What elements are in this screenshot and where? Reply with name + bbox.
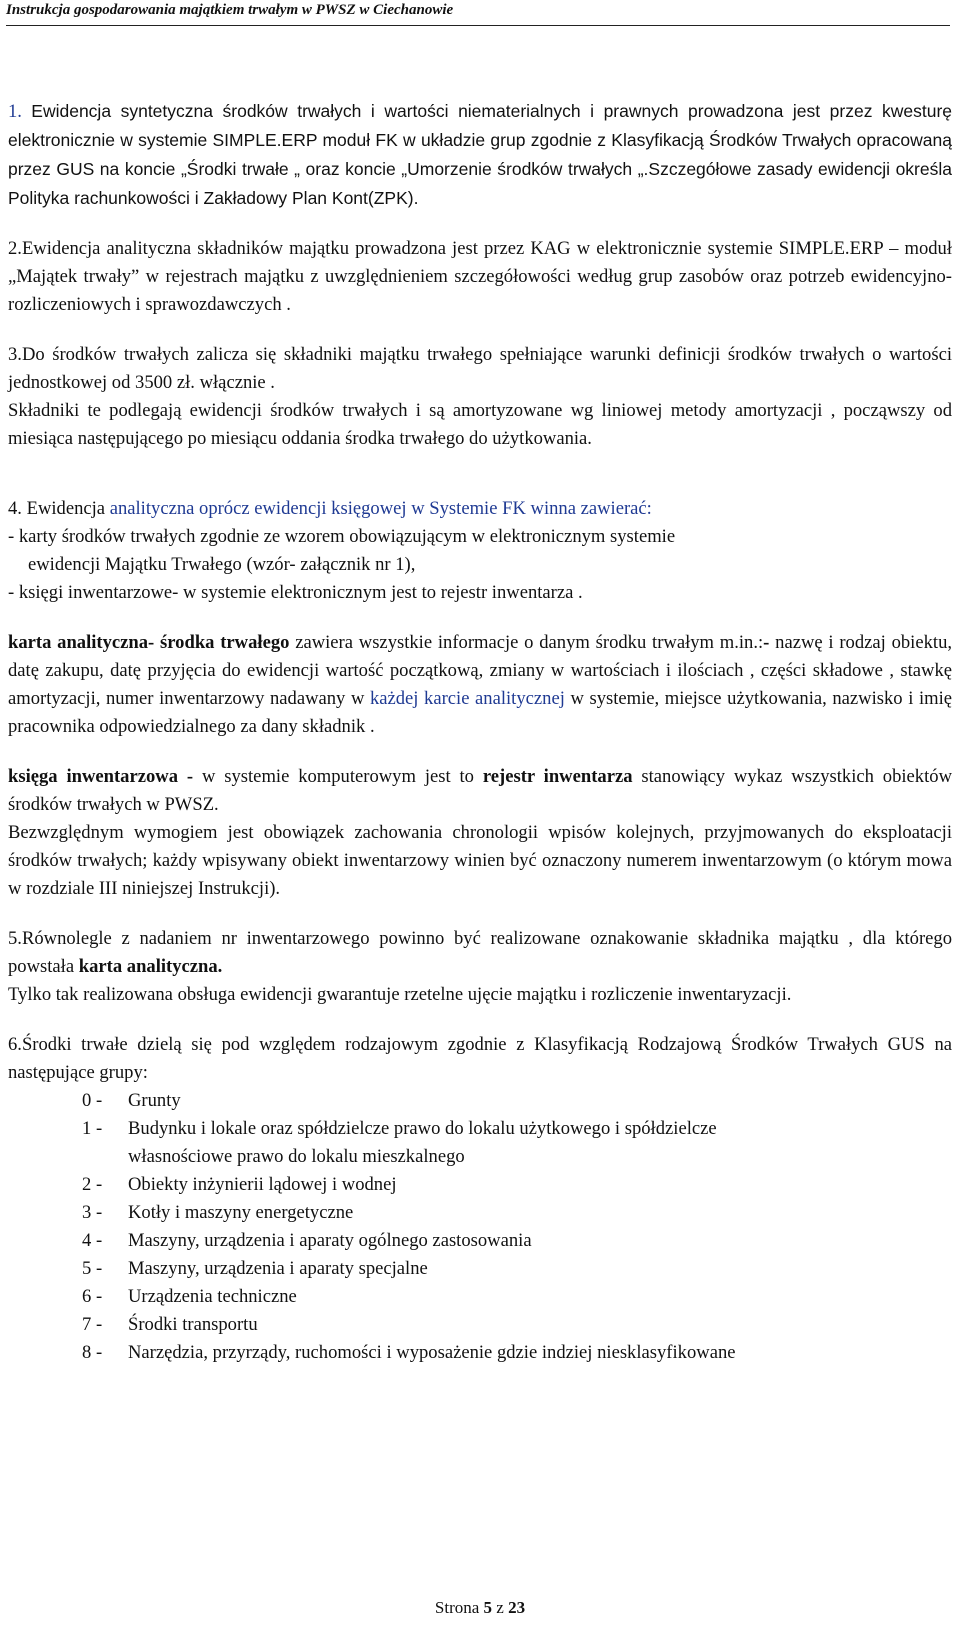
ksiega-term: księga inwentarzowa - — [8, 766, 194, 787]
asset-group-item — [8, 1227, 952, 1255]
page-footer — [0, 1598, 960, 1618]
ksiega-text-b: stanowiący wykaz wszystkich obiektów środków trwałych w PWSZ. — [8, 766, 952, 815]
section-4-lead-start: 4. Ewidencja — [8, 498, 110, 519]
asset-group-label: Środki transportu — [128, 1314, 258, 1335]
asset-group-label: Budynku i lokale oraz spółdzielcze prawo do lokalu użytkowego i spółdzielcze — [128, 1118, 717, 1139]
asset-group-item — [8, 1339, 952, 1367]
section-4-item-1: - karty środków trwałych zgodnie ze wzorem obowiązującym w elektronicznym systemie — [8, 526, 676, 547]
section-5 — [8, 925, 952, 981]
section-4-lead-highlight: analityczna oprócz ewidencji księgowej w Systemie FK winna zawierać: — [109, 498, 652, 519]
ksiega-paragraph-2: Bezwzględnym wymogiem jest obowiązek zachowania chronologii wpisów kolejnych, przyjmowanych do eksploatacji środków trwałych; każdy wpisywany obiekt inwentarzowy winien być oznaczony numerem inwentarzowym (o którym mowa w rozdziale III niniejszej Instrukcji). — [8, 822, 952, 899]
section-5-text: 5.Równolegle z nadaniem nr inwentarzowego powinno być realizowane oznakowanie składnika majątku , dla którego powstała — [8, 928, 952, 977]
asset-group-label: Narzędzia, przyrządy, ruchomości i wyposażenie gdzie indziej niesklasyfikowane — [128, 1342, 736, 1363]
section-3-paragraph-2: Składniki te podlegają ewidencji środków trwałych i są amortyzowane wg liniowej metody amortyzacji , począwszy od miesiąca następującego po miesiącu oddania środka trwałego do użytkowania. — [8, 400, 952, 449]
asset-group-number: 0 - — [82, 1090, 103, 1111]
asset-group-label: Maszyny, urządzenia i aparaty specjalne — [128, 1258, 428, 1279]
asset-group-number: 5 - — [82, 1258, 103, 1279]
document-body — [8, 97, 952, 1367]
footer-sep: z — [492, 1598, 509, 1617]
footer-page-total: 23 — [508, 1598, 526, 1617]
section-6-intro: 6.Środki trwałe dzielą się pod względem rodzajowym zgodnie z Klasyfikacją Rodzajową Środków Trwałych GUS na następujące grupy: — [8, 1034, 952, 1083]
asset-group-number: 2 - — [82, 1174, 103, 1195]
asset-group-label: Grunty — [128, 1090, 181, 1111]
karta-text-a: zawiera wszystkie informacje o danym środku trwałym m.in.: — [289, 632, 764, 653]
asset-group-item-continued: własnościowe prawo do lokalu mieszkalnego — [128, 1146, 465, 1167]
karta-highlight: każdej karcie analitycznej — [369, 688, 565, 709]
asset-group-number: 3 - — [82, 1202, 103, 1223]
section-2: 2.Ewidencja analityczna składników majątku prowadzona jest przez KAG w elektronicznie systemie SIMPLE.ERP – moduł „Majątek trwały” w rejestrach majątku z uwzględnieniem szczegółowości według grup zasobów oraz potrzeb ewidencyjno-rozliczeniowych i sprawozdawczych . — [8, 238, 952, 315]
section-5-bold: karta analityczna. — [78, 956, 223, 977]
document-header: Instrukcja gospodarowania majątkiem trwałym w PWSZ w Ciechanowie — [6, 2, 950, 26]
karta-text-c: w systemie, miejsce użytkowania, nazwisko i imię pracownika odpowiedzialnego za dany składnik . — [8, 688, 952, 737]
asset-group-item — [8, 1255, 952, 1283]
asset-group-item — [8, 1087, 952, 1115]
section-1-text: Ewidencja syntetyczna środków trwałych i wartości niematerialnych i prawnych prowadzona jest przez kwesturę elektronicznie w systemie SIMPLE.ERP moduł FK w układzie grup zgodnie z Klasyfikacją Środków Trwałych opracowaną przez GUS na koncie „Środki trwałe „ oraz koncie „Umorzenie środków trwałych „.Szczegółowe zasady ewidencji określa Polityka rachunkowości i Zakładowy Plan Kont(ZPK). — [8, 101, 952, 208]
asset-group-number: 6 - — [82, 1286, 103, 1307]
section-1 — [8, 97, 952, 213]
section-4-item-2: - księgi inwentarzowe- w systemie elektronicznym jest to rejestr inwentarza . — [8, 582, 583, 603]
ksiega-text-a: w systemie komputerowym jest to — [193, 766, 483, 787]
asset-group-number: 1 - — [82, 1118, 103, 1139]
asset-group-item — [8, 1171, 952, 1199]
section-3-paragraph-1: 3.Do środków trwałych zalicza się składniki majątku trwałego spełniające warunki definicji środków trwałych o wartości jednostkowej od 3500 zł. włącznie . — [8, 344, 952, 393]
asset-group-label: Obiekty inżynierii lądowej i wodnej — [128, 1174, 397, 1195]
asset-group-label: Maszyny, urządzenia i aparaty ogólnego zastosowania — [128, 1230, 532, 1251]
asset-group-item — [8, 1311, 952, 1339]
asset-group-list — [8, 1087, 952, 1367]
ksiega-rejestr-term: rejestr inwentarza — [482, 766, 633, 787]
asset-group-label: Kotły i maszyny energetyczne — [128, 1202, 354, 1223]
section-1-number: 1. — [8, 101, 22, 122]
asset-group-item — [8, 1283, 952, 1311]
asset-group-label: Urządzenia techniczne — [128, 1286, 297, 1307]
asset-group-item — [8, 1199, 952, 1227]
section-4-item-1-continued: ewidencji Majątku Trwałego (wzór- załącznik nr 1), — [28, 554, 416, 575]
asset-group-number: 4 - — [82, 1230, 103, 1251]
karta-analityczna-paragraph — [8, 629, 952, 741]
asset-group-item — [8, 1115, 952, 1143]
asset-group-number: 7 - — [82, 1314, 103, 1335]
ksiega-inwentarzowa-paragraph — [8, 763, 952, 819]
footer-prefix: Strona — [434, 1598, 484, 1617]
section-4-lead — [8, 495, 952, 523]
karta-term: karta analityczna- środka trwałego — [8, 632, 290, 653]
karta-dash: - — [763, 632, 770, 653]
asset-group-number: 8 - — [82, 1342, 103, 1363]
karta-text-b: nazwę i rodzaj obiektu, datę zakupu, datę przyjęcia do ewidencji wartość początkową, zmiany w wartościach i ilościach , części składowe , stawkę amortyzacji, numer inwentarzowy nadawany w — [8, 632, 953, 709]
section-5-paragraph-2: Tylko tak realizowana obsługa ewidencji gwarantuje rzetelne ujęcie majątku i rozliczenie inwentaryzacji. — [8, 984, 792, 1005]
footer-page-number: 5 — [483, 1598, 493, 1617]
